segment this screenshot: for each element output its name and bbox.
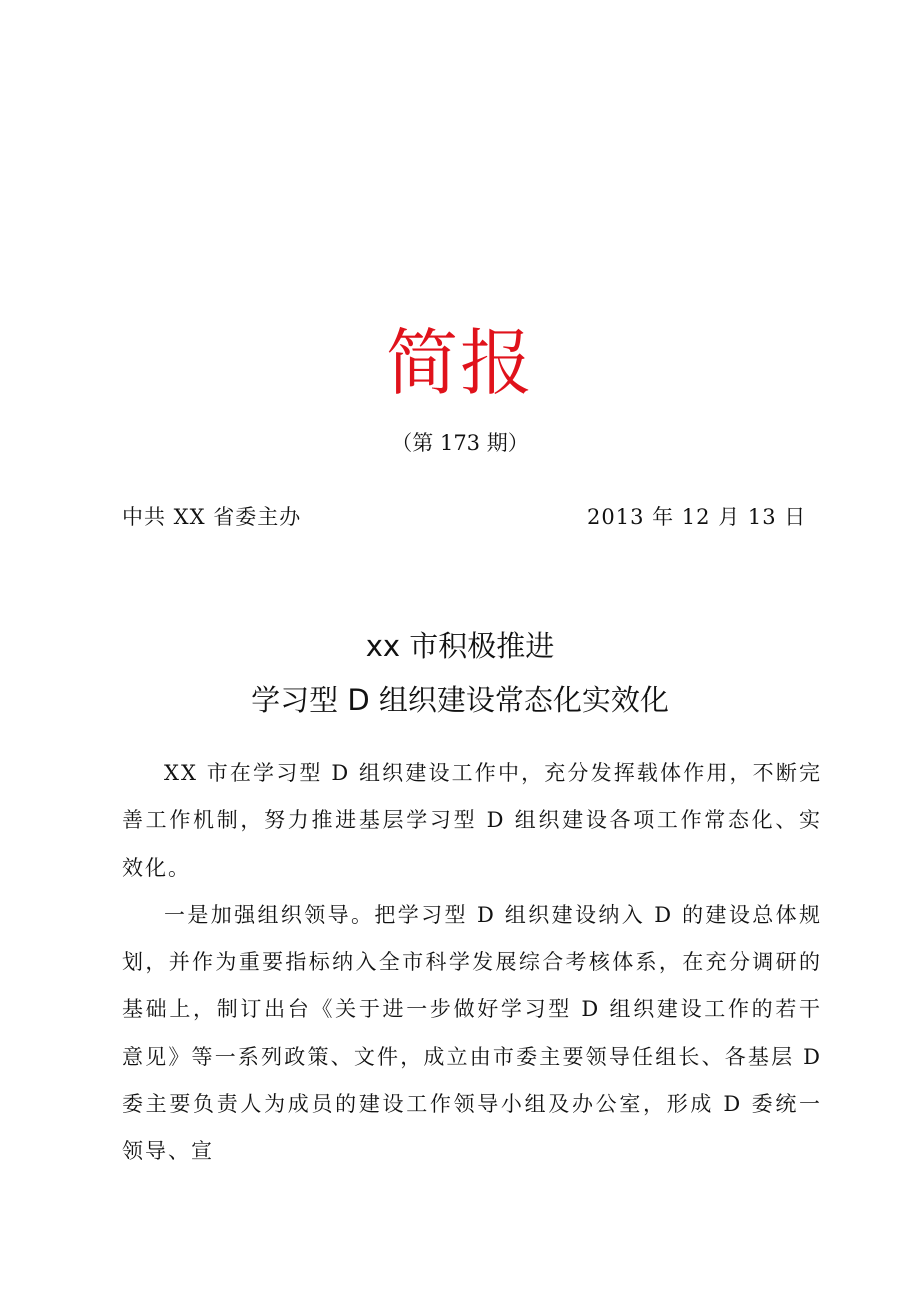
headline-line-1: xx 市积极推进 [365, 629, 555, 663]
paragraph-point-one: 一是加强组织领导。把学习型 D 组织建设纳入 D 的建设总体规划，并作为重要指标纳入全市科学发展综合考核体系，在充分调研的基础上，制订出台《关于进一步做好学习型 D 组织建设工作的若干意见》等一系列政策、文件，成立由市委主要领导任组长、各基层 D 委主要负责人为成员的建设工作领导小组及办公室，形成 D 委统一领导、宣 [122, 902, 822, 1164]
issue-number: （第 173 期） [391, 431, 529, 455]
issue-date: 2013 年 12 月 13 日 [587, 505, 807, 529]
headline-line-2: 学习型 D 组织建设常态化实效化 [251, 683, 669, 717]
masthead-title: 简报 [385, 321, 534, 405]
issuer-line: 中共 XX 省委主办 [122, 505, 302, 529]
article-body [122, 750, 822, 1176]
paragraph-intro: XX 市在学习型 D 组织建设工作中，充分发挥载体作用，不断完善工作机制，努力推进基层学习型 D 组织建设各项工作常态化、实效化。 [122, 761, 822, 880]
